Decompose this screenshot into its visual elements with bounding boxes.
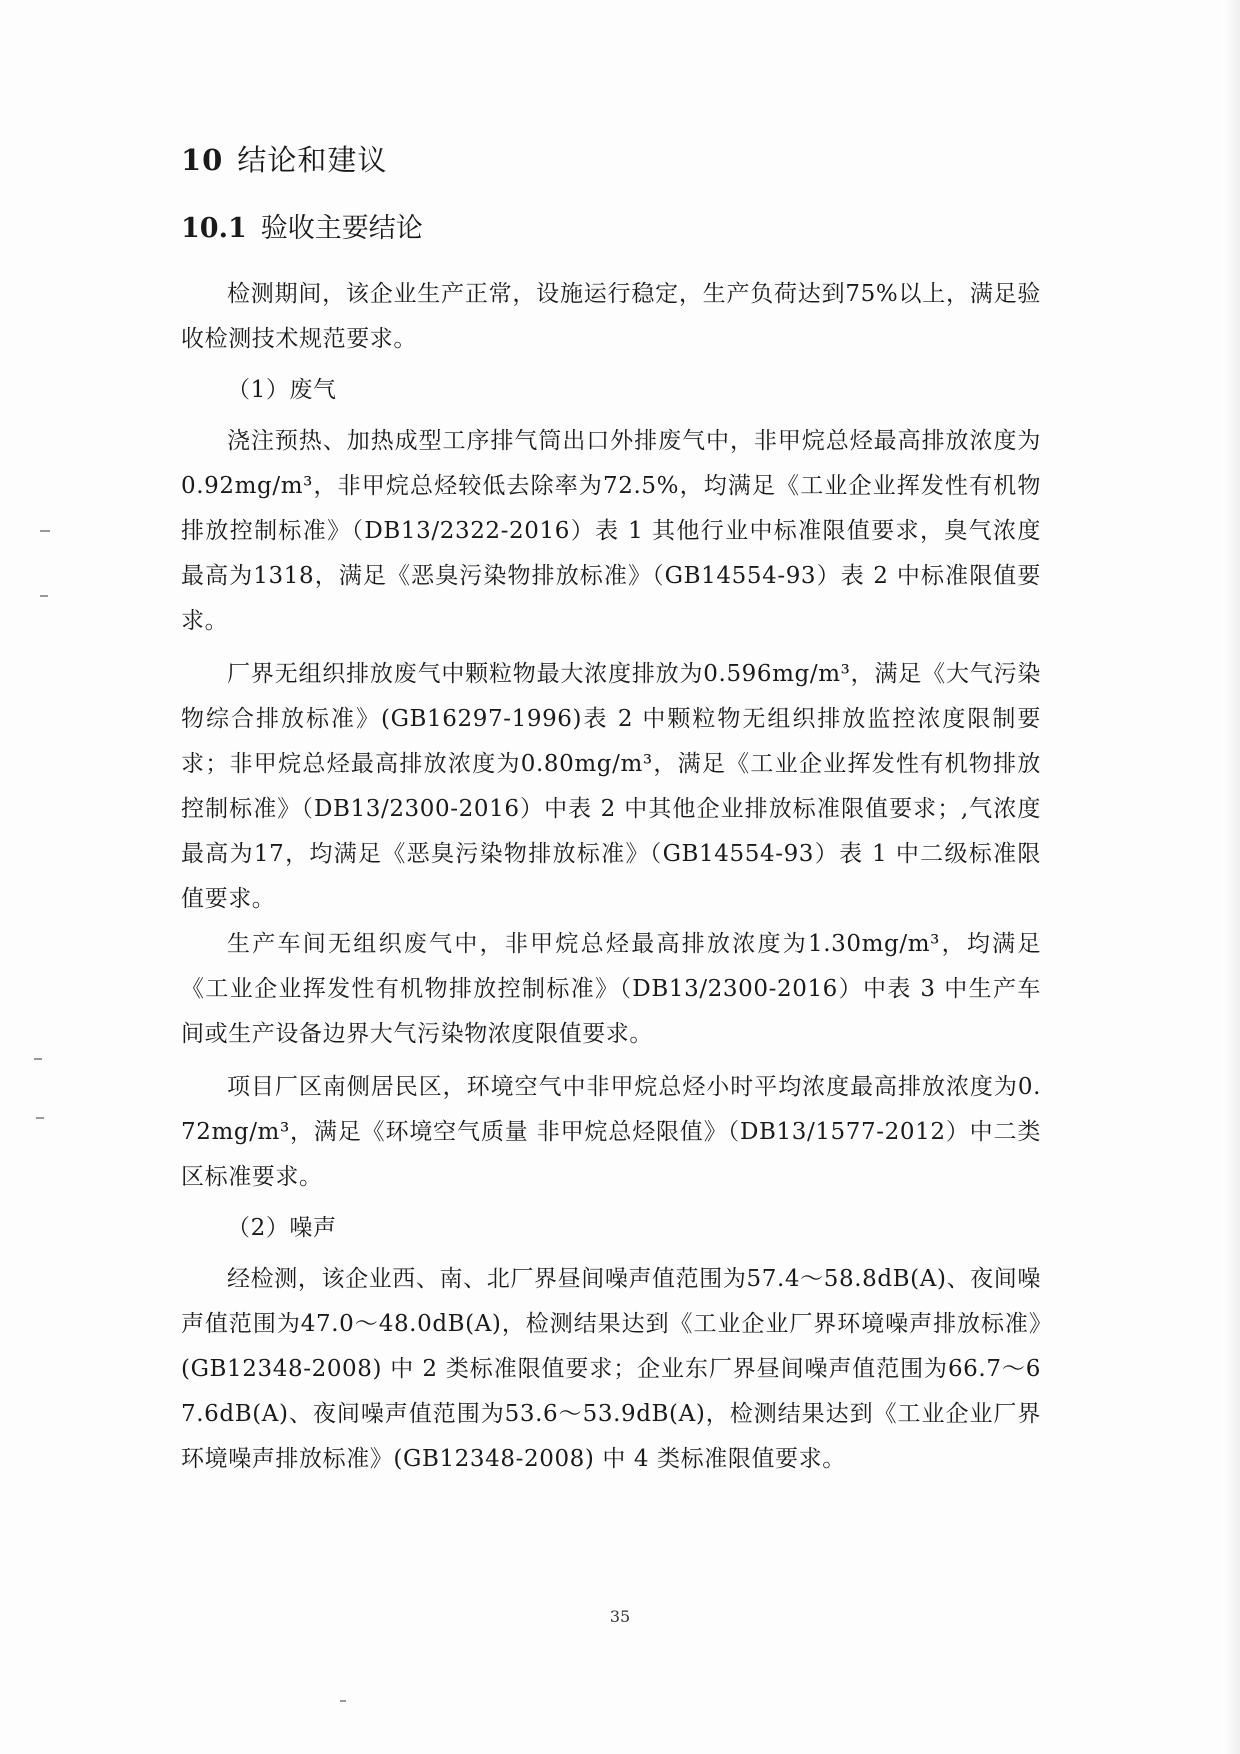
page-number: 35 <box>609 1607 631 1626</box>
section-number: 10.1 <box>181 213 247 244</box>
paragraph-stack-emissions: 浇注预热、加热成型工序排气筒出口外排废气中，非甲烷总烃最高排放浓度为0.92mg/m³，非甲烷总烃较低去除率为72.5%，均满足《工业企业挥发性有机物排放控制标准》（DB13/2322-2016）表 1 其他行业中标准限值要求，臭气浓度最高为1318，满足《恶臭污染物排放标准》（GB14554-93）表 2 中标准限值要求。 <box>181 428 1041 634</box>
body-text <box>181 272 1041 1482</box>
subheading-noise: （2）噪声 <box>227 1215 337 1241</box>
paragraph-ambient-air: 项目厂区南侧居民区，环境空气中非甲烷总烃小时平均浓度最高排放浓度为0.72mg/m³，满足《环境空气质量 非甲烷总烃限值》（DB13/1577-2012）中二类区标准要求。 <box>181 1074 1041 1190</box>
section-heading <box>181 206 423 245</box>
scan-speck <box>40 530 50 532</box>
chapter-number: 10 <box>181 143 224 177</box>
page-edge-shadow <box>1222 0 1240 1754</box>
paragraph-noise-results: 经检测，该企业西、南、北厂界昼间噪声值范围为57.4～58.8dB(A)、夜间噪声值范围为47.0～48.0dB(A)，检测结果达到《工业企业厂界环境噪声排放标准》(GB12348-2008) 中 2 类标准限值要求；企业东厂界昼间噪声值范围为66.7～67.6dB(A)、夜间噪声值范围为53.6～53.9dB(A)，检测结果达到《工业企业厂界环境噪声排放标准》(GB12348-2008) 中 4 类标准限值要求。 <box>181 1266 1041 1472</box>
scan-speck <box>340 1700 346 1702</box>
chapter-title: 结论和建议 <box>237 143 388 177</box>
scan-speck <box>36 1117 44 1119</box>
paragraph-operating-conditions: 检测期间，该企业生产正常，设施运行稳定，生产负荷达到75%以上，满足验收检测技术规范要求。 <box>181 281 1041 352</box>
section-title: 验收主要结论 <box>260 213 423 244</box>
subheading-waste-gas: （1）废气 <box>227 377 337 403</box>
chapter-heading <box>181 138 387 179</box>
paragraph-boundary-emissions: 厂界无组织排放废气中颗粒物最大浓度排放为0.596mg/m³，满足《大气污染物综合排放标准》(GB16297-1996)表 2 中颗粒物无组织排放监控浓度限制要求；非甲烷总烃最高排放浓度为0.80mg/m³，满足《工业企业挥发性有机物排放控制标准》（DB13/2300-2016）中表 2 中其他企业排放标准限值要求；,气浓度最高为17，均满足《恶臭污染物排放标准》（GB14554-93）表 1 中二级标准限值要求。 <box>181 661 1041 912</box>
scan-speck <box>40 595 48 597</box>
paragraph-workshop-emissions: 生产车间无组织废气中，非甲烷总烃最高排放浓度为1.30mg/m³，均满足《工业企业挥发性有机物排放控制标准》（DB13/2300-2016）中表 3 中生产车间或生产设备边界大气污染物浓度限值要求。 <box>181 931 1041 1047</box>
scan-speck <box>34 1058 42 1060</box>
